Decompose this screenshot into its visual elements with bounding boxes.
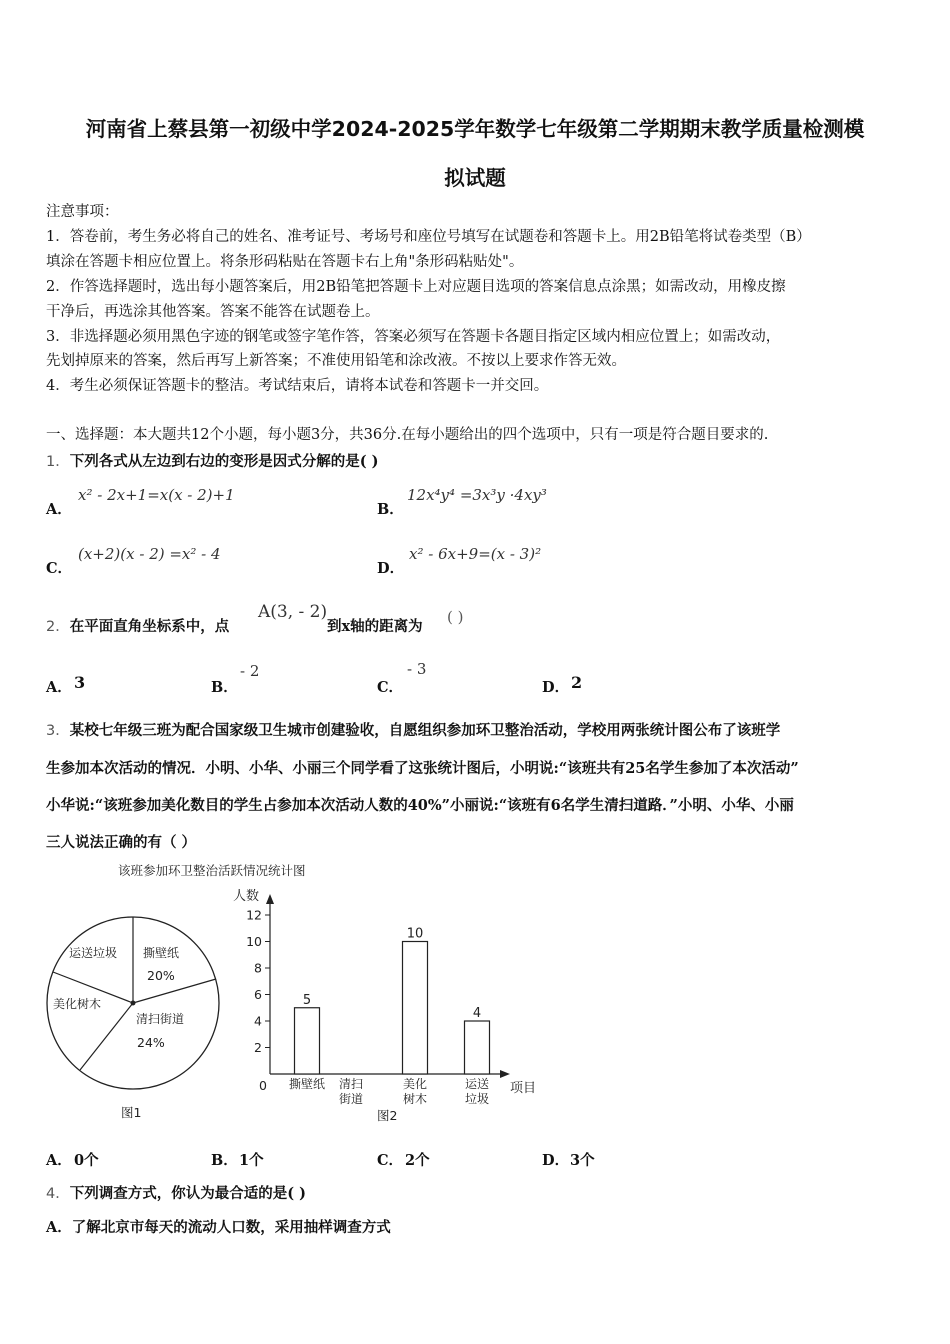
question-text: 到x轴的距离为 bbox=[327, 618, 423, 635]
notes-line: 先划掉原来的答案，然后再写上新答案；不准使用铅笔和涂改液。不按以上要求作答无效。 bbox=[46, 353, 626, 369]
bar-1 bbox=[295, 1008, 320, 1074]
question-text: 三人说法正确的有（ ） bbox=[46, 834, 197, 851]
option-b-expr: 12x⁴y⁴ =3x³y ·4xy³ bbox=[407, 486, 547, 504]
x-tick-label: 美化 bbox=[402, 1077, 428, 1091]
bar-caption: 图2 bbox=[377, 1108, 398, 1123]
bar-value-label: 4 bbox=[472, 1006, 482, 1021]
question-text: 下列调查方式，你认为最合适的是( ) bbox=[69, 1185, 307, 1202]
option-d-label: D． bbox=[377, 560, 405, 577]
option-c-expr: (x+2)(x - 2) =x² - 4 bbox=[78, 545, 221, 563]
pie-label-yunsong: 运送垃圾 bbox=[69, 946, 118, 960]
option-a-label: A． bbox=[46, 679, 72, 696]
pie-caption: 图1 bbox=[121, 1105, 142, 1120]
question-number: 4． bbox=[46, 1186, 70, 1202]
option-a-label: A． bbox=[46, 1219, 72, 1236]
notes-line: 1．答卷前，考生务必将自己的姓名、准考证号、考场号和座位号填写在试题卷和答题卡上。用2B铅笔将试卷类型（B） bbox=[46, 229, 811, 245]
option-d-label: D． bbox=[542, 1152, 570, 1169]
y-tick-label: 10 bbox=[246, 934, 262, 949]
pie-label-sibizhi: 撕壁纸 bbox=[143, 946, 180, 960]
bar-4 bbox=[465, 1021, 490, 1074]
option-a-text: 了解北京市每天的流动人口数，采用抽样调查方式 bbox=[71, 1219, 391, 1236]
option-b-label: B． bbox=[211, 679, 238, 696]
notes-line: 4．考生必须保证答题卡的整洁。考试结束后，请将本试卷和答题卡一并交回。 bbox=[46, 378, 549, 394]
y-axis-arrow bbox=[266, 894, 274, 904]
y-tick-label: 6 bbox=[254, 987, 262, 1002]
chart-title: 该班参加环卫整治活跃情况统计图 bbox=[118, 863, 306, 878]
option-d-expr: x² - 6x+9=(x - 3)² bbox=[409, 545, 542, 563]
bar-value-label: 10 bbox=[406, 926, 424, 942]
x-tick-label: 清扫 bbox=[338, 1077, 364, 1091]
notes-line: 2．作答选择题时，选出每小题答案后，用2B铅笔把答题卡上对应题目选项的答案信息点涂黑；如需改动，用橡皮擦 bbox=[46, 279, 786, 295]
statistics-figure bbox=[40, 856, 560, 1128]
option-c-label: C． bbox=[377, 679, 404, 696]
pie-chart bbox=[47, 917, 219, 1120]
option-c-value: - 3 bbox=[407, 660, 427, 678]
option-d-value: 2 bbox=[571, 673, 583, 692]
question-1-stem bbox=[46, 449, 379, 475]
question-3-line bbox=[46, 718, 780, 744]
page-title-line2: 拟试题 bbox=[444, 166, 506, 190]
y-tick-label: 2 bbox=[254, 1040, 262, 1055]
question-number: 2． bbox=[46, 619, 70, 635]
option-a-label: A． bbox=[46, 1152, 72, 1169]
question-number: 3． bbox=[46, 723, 70, 739]
question-text: 生参加本次活动的情况．小明、小华、小丽三个同学看了这张统计图后，小明说:“该班共有25名学生参加了本次活动” bbox=[46, 760, 799, 777]
question-text: 某校七年级三班为配合国家级卫生城市创建验收，自愿组织参加环卫整治活动，学校用两张统计图公布了该班学 bbox=[69, 722, 781, 739]
page-title: 河南省上蔡县第一初级中学2024-2025学年数学七年级第二学期期末教学质量检测模 bbox=[85, 117, 865, 141]
x-tick-label: 树木 bbox=[402, 1092, 428, 1106]
option-c-label: C． bbox=[377, 1152, 404, 1169]
answer-paren: ( ) bbox=[447, 608, 464, 626]
notes-heading: 注意事项： bbox=[46, 204, 119, 220]
pie-label-qingsao: 清扫街道 bbox=[136, 1012, 185, 1026]
x-tick-label: 街道 bbox=[338, 1092, 364, 1106]
question-4-stem bbox=[46, 1181, 306, 1207]
x-axis-arrow bbox=[500, 1070, 510, 1078]
pie-divider bbox=[80, 1003, 133, 1070]
question-text: 在平面直角坐标系中，点 bbox=[69, 618, 230, 635]
notes-line: 填涂在答题卡相应位置上。将条形码粘贴在答题卡右上角"条形码粘贴处"。 bbox=[46, 254, 524, 270]
section-heading: 一、选择题：本大题共12个小题，每小题3分，共36分.在每小题给出的四个选项中，只有一项是符合题目要求的. bbox=[46, 427, 769, 443]
option-d-value: 3个 bbox=[570, 1152, 595, 1169]
pie-percent-sibizhi: 20% bbox=[147, 968, 175, 983]
x-axis-label: 项目 bbox=[510, 1081, 537, 1096]
pie-percent-qingsao: 24% bbox=[137, 1035, 165, 1050]
y-tick-label: 4 bbox=[254, 1013, 262, 1029]
x-tick-label: 运送 bbox=[464, 1077, 490, 1091]
option-b-value: 1个 bbox=[239, 1152, 264, 1169]
option-b-value: - 2 bbox=[240, 662, 260, 680]
point-a-coordinate: A(3, - 2) bbox=[258, 602, 328, 622]
option-d-label: D． bbox=[542, 679, 570, 696]
notes-line: 3．非选择题必须用黑色字迹的钢笔或签字笔作答，答案必须写在答题卡各题目指定区域内相应位置上；如需改动， bbox=[46, 329, 781, 345]
option-c-label: C． bbox=[46, 560, 73, 577]
x-tick-label: 撕壁纸 bbox=[288, 1077, 326, 1091]
notes-line: 干净后，再选涂其他答案。答案不能答在试题卷上。 bbox=[46, 304, 380, 320]
pie-center bbox=[131, 1001, 136, 1006]
option-a-value: 0个 bbox=[74, 1152, 99, 1169]
y-tick-label: 12 bbox=[246, 907, 262, 923]
question-2-stem bbox=[46, 614, 229, 640]
option-b-label: B． bbox=[211, 1152, 238, 1169]
origin-label: 0 bbox=[259, 1078, 267, 1093]
y-axis-label: 人数 bbox=[233, 889, 260, 904]
question-text: 下列各式从左边到右边的变形是因式分解的是( ) bbox=[69, 453, 379, 470]
question-text: 小华说:“该班参加美化数目的学生占参加本次活动人数的40%”小丽说:“该班有6名学生清扫道路．”小明、小华、小丽 bbox=[46, 797, 794, 814]
bar-chart bbox=[233, 888, 536, 1123]
option-c-value: 2个 bbox=[405, 1152, 430, 1169]
y-tick-label: 8 bbox=[254, 960, 262, 976]
question-4-option-a bbox=[46, 1215, 391, 1241]
pie-label-meihua: 美化树木 bbox=[53, 997, 102, 1011]
option-a-value: 3 bbox=[74, 673, 86, 692]
option-a-label: A． bbox=[46, 501, 72, 518]
x-tick-label: 垃圾 bbox=[464, 1092, 490, 1106]
question-number: 1． bbox=[46, 454, 70, 470]
bar-value-label: 5 bbox=[302, 992, 312, 1008]
bar-3 bbox=[403, 942, 428, 1075]
option-b-label: B． bbox=[377, 501, 404, 518]
option-a-expr: x² - 2x+1=x(x - 2)+1 bbox=[78, 486, 235, 504]
